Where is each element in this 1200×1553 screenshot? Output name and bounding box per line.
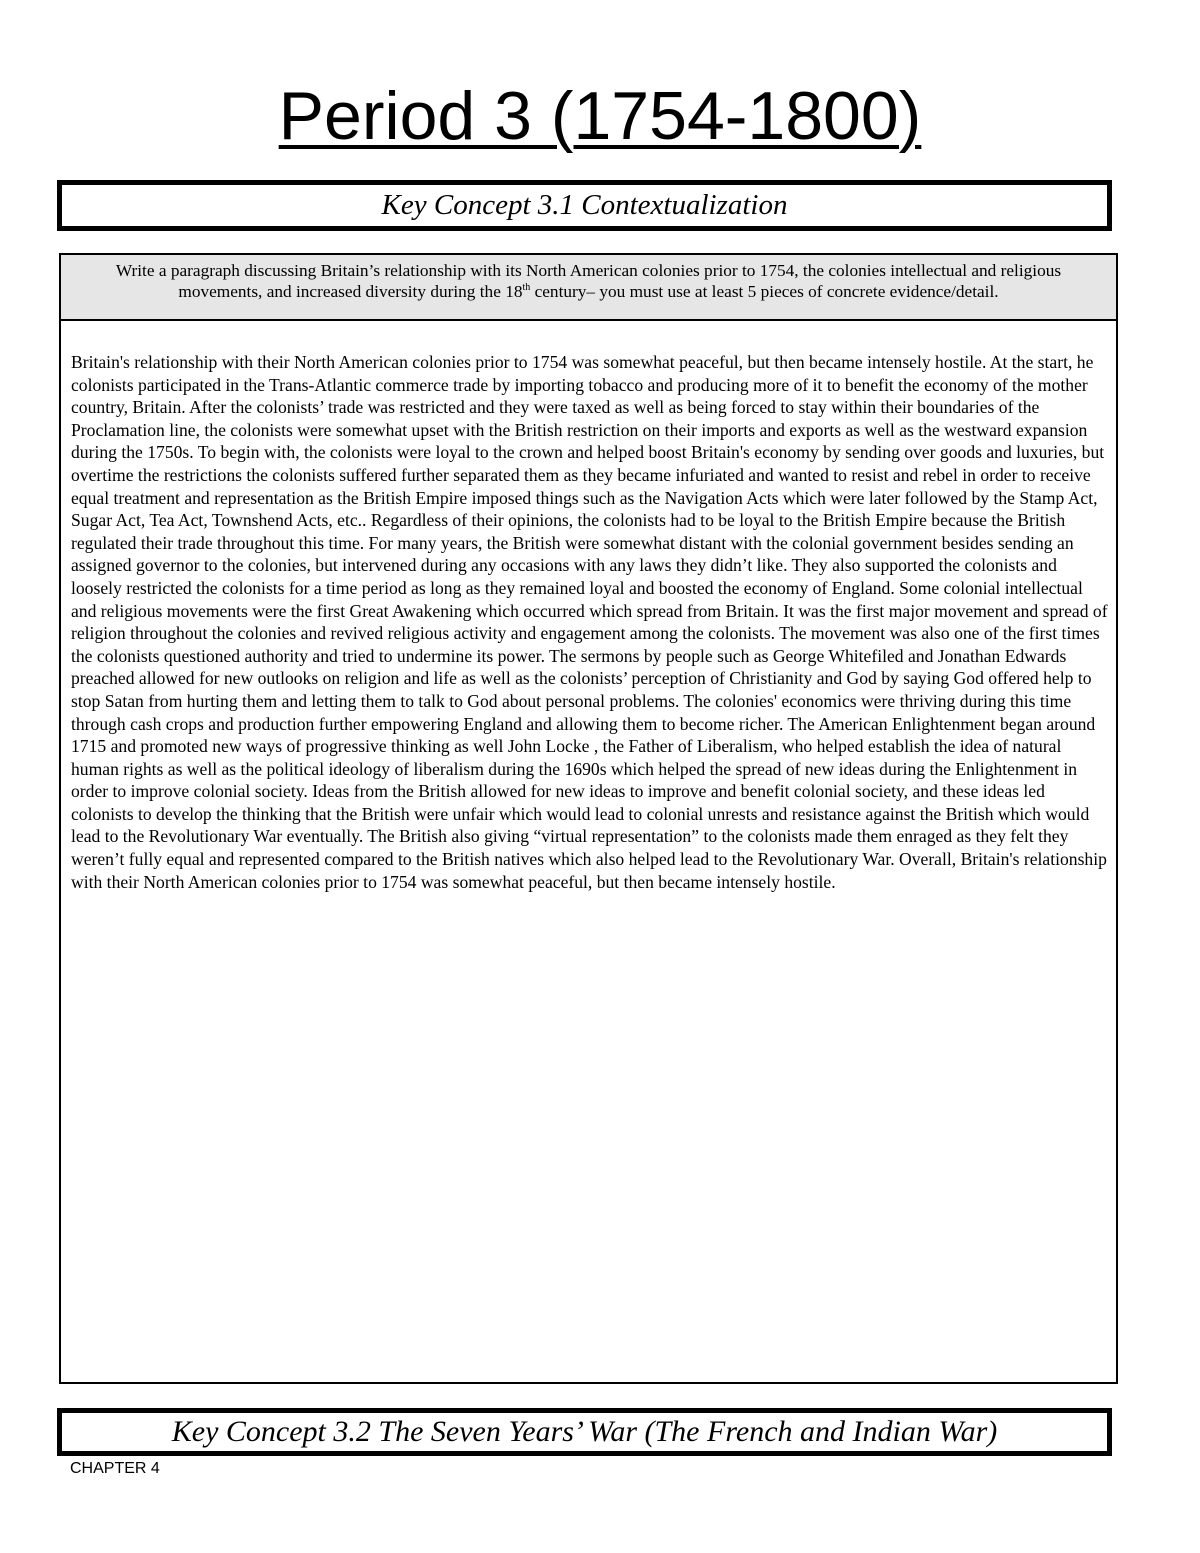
answer-paragraph[interactable]: Britain's relationship with their North American colonies prior to 1754 was somewhat peaceful, but then became intensely hostile. At the start, he colonists participated in the Trans-Atlantic commerce trade by importing tobacco and producing more of it to benefit the economy of the mother country, Britain. After the colonists’ trade was restricted and they were taxed as well as being forced to stay within their boundaries of the Proclamation line, the colonists were somewhat upset with the British restriction on their imports and exports as well as the westward expansion during the 1750s. To begin with, the colonists were loyal to the crown and helped boost Britain's economy by sending over goods and luxuries, but overtime the restrictions the colonists suffered further separated them as they became infuriated and wanted to resist and rebel in order to receive equal treatment and representation as the British Empire imposed things such as the Navigation Acts which were later followed by the Stamp Act, Sugar Act, Tea Act, Townshend Acts, etc.. Regardless of their opinions, the colonists had to be loyal to the British Empire because the British regulated their trade throughout this time. For many years, the British were somewhat distant with the colonial government besides sending an assigned governor to the colonies, but intervened during any occasions with any laws they didn’t like. They also supported the colonists and loosely restricted the colonists for a time period as long as they remained loyal and boosted the economy of England. Some colonial intellectual and religious movements were the first Great Awakening which occurred which spread from Britain. It was the first major movement and spread of religion throughout the colonies and revived religious activity and engagement among the colonists. The movement was also one of the first times the colonists questioned authority and tried to undermine its power. The sermons by people such as George Whitefiled and Jonathan Edwards preached allowed for new outlooks on religion and life as well as the colonists’ perception of Christianity and God by saying God offered help to stop Satan from hurting them and letting them to talk to God about personal problems. The colonies' economics were thriving during this time through cash crops and production further empowering England and allowing them to become richer. The American Enlightenment began around 1715 and promoted new ways of progressive thinking as well John Locke , the Father of Liberalism, who helped establish the idea of natural human rights as well as the political ideology of liberalism during the 1690s which helped the spread of new ideas during the Enlightenment in order to improve colonial society. Ideas from the British allowed for new ideas to improve and benefit colonial society, and these ideas led colonists to develop the thinking that the British were unfair which would lead to colonial unrests and resistance against the British which would lead to the Revolutionary War eventually. The British also giving “virtual representation” to the colonists made them enraged as they felt they weren’t fully equal and represented compared to the British natives which also helped lead to the Revolutionary War. Overall, Britain's relationship with their North American colonies prior to 1754 was somewhat peaceful, but then became intensely hostile. <box>71 352 1108 892</box>
key-concept-3-1-label: Key Concept 3.1 Contextualization <box>381 189 788 221</box>
key-concept-3-2-label: Key Concept 3.2 The Seven Years’ War (The French and Indian War) <box>171 1415 998 1448</box>
prompt-instructions <box>61 255 1116 321</box>
prompt-superscript: th <box>522 282 531 294</box>
prompt-text-end: century– you must use at least 5 pieces of concrete evidence/detail. <box>530 282 999 301</box>
key-concept-3-1-heading <box>57 180 1112 231</box>
prompt-text-start: Write a paragraph discussing Britain’s relationship with its North American colonies prior to 1754, the colonies intellectual and religious movements, and increased diversity during the 18 <box>115 261 1062 301</box>
prompt-table <box>59 253 1118 1384</box>
chapter-label: CHAPTER 4 <box>70 1460 160 1477</box>
key-concept-3-2-heading <box>57 1408 1112 1456</box>
page-title: Period 3 (1754-1800) <box>278 78 922 154</box>
